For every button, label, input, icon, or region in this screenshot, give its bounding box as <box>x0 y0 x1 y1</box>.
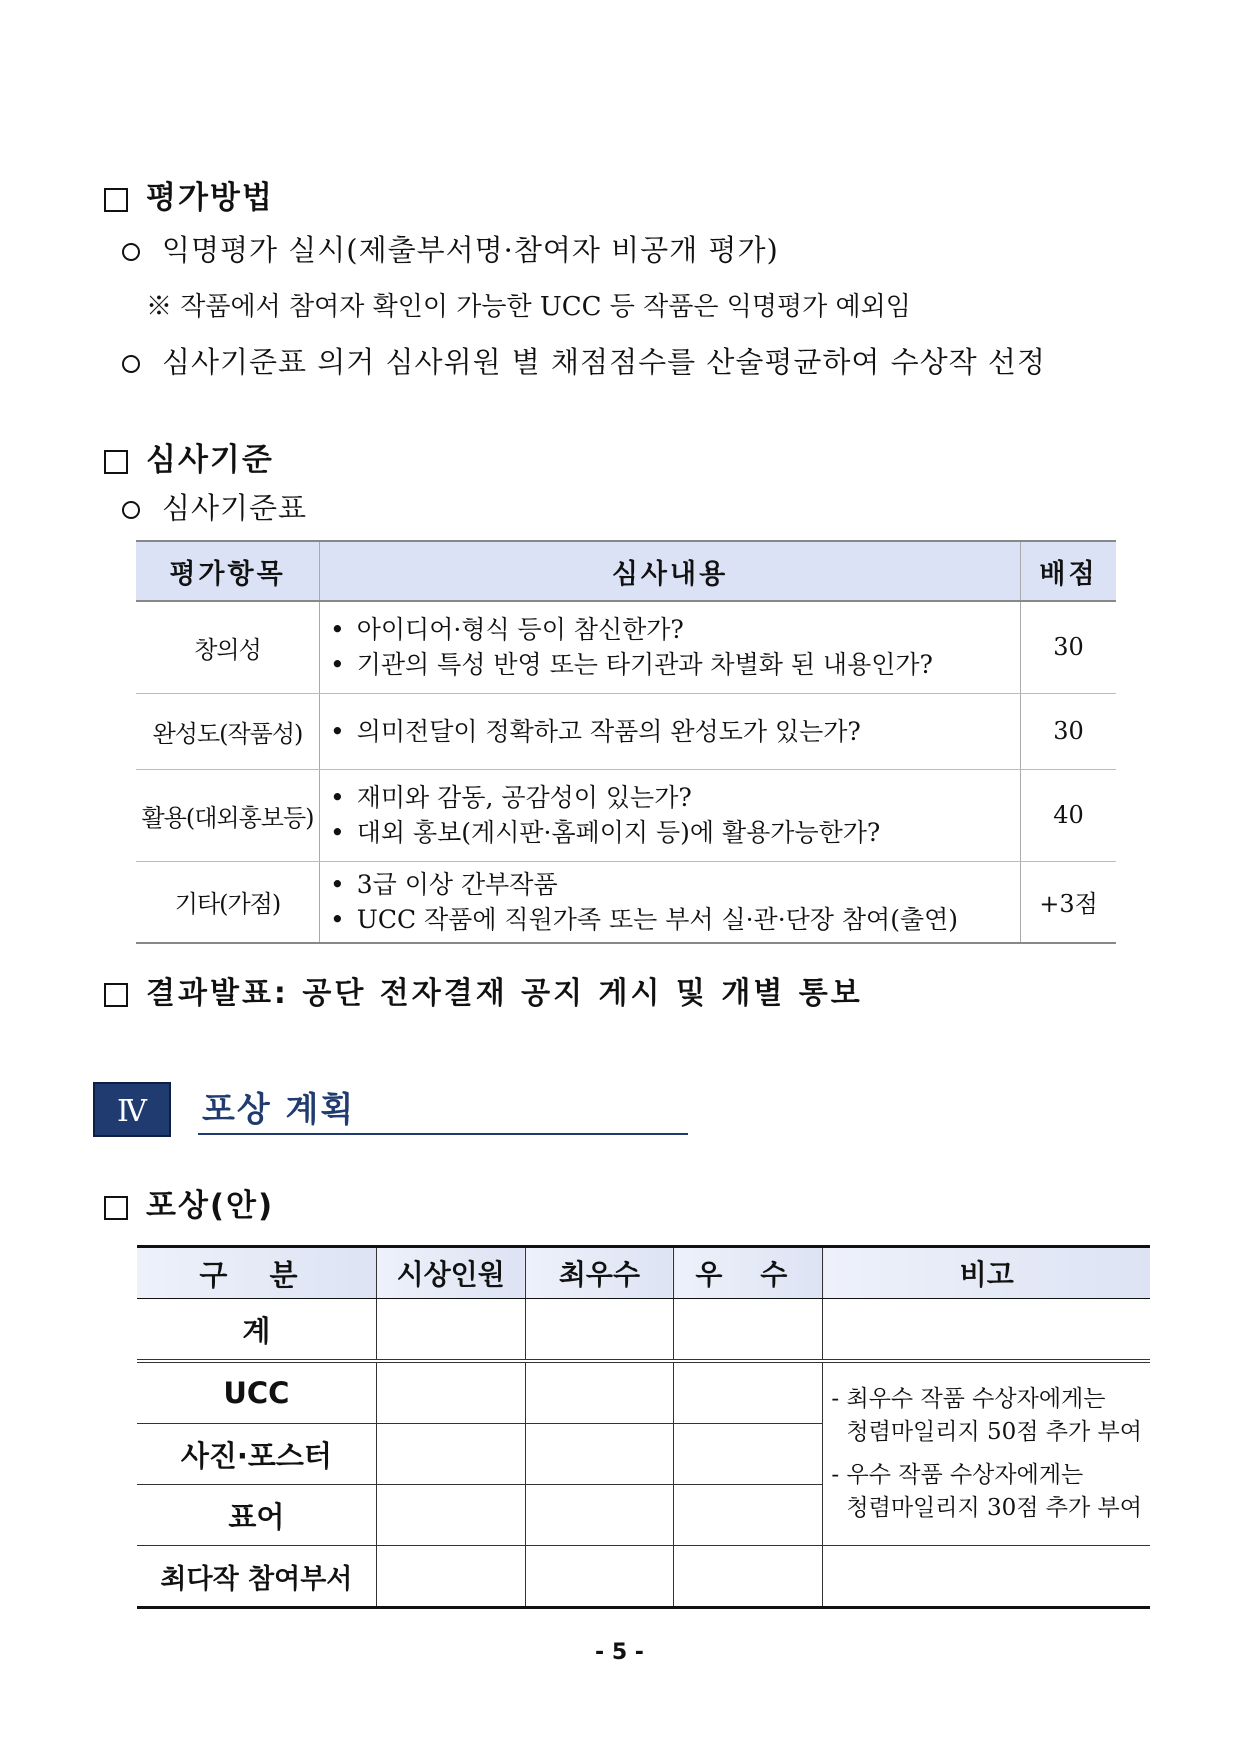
header-content: 심사내용 <box>320 541 1021 601</box>
criteria-score: +3점 <box>1021 861 1117 943</box>
award-cell <box>376 1546 525 1608</box>
criteria-sub: 심사기준표 <box>122 486 307 527</box>
section-heading-award <box>104 1180 274 1225</box>
criteria-item: 완성도(작품성) <box>136 693 320 769</box>
award-category: 최다작 참여부서 <box>137 1546 376 1608</box>
award-cell <box>674 1361 823 1424</box>
award-cell <box>674 1424 823 1485</box>
award-remarks <box>823 1361 1150 1546</box>
criteria-score: 30 <box>1021 693 1117 769</box>
award-cell <box>674 1299 823 1362</box>
checkbox-square-icon <box>104 983 128 1007</box>
section-underline <box>198 1133 688 1135</box>
remark-line: - 우수 작품 수상자에게는 <box>831 1462 1084 1488</box>
award-category: 표어 <box>137 1485 376 1546</box>
checkbox-square-icon <box>104 188 128 212</box>
list-item: • 재미와 감동, 공감성이 있는가? <box>330 780 1020 815</box>
list-item: • 기관의 특성 반영 또는 타기관과 차별화 된 내용인가? <box>330 647 1020 682</box>
criteria-contents <box>320 769 1021 861</box>
section-heading-criteria <box>104 434 274 479</box>
header-score: 배점 <box>1021 541 1117 601</box>
remark-line: 청렴마일리지 30점 추가 부여 <box>846 1495 1142 1521</box>
criteria-score: 30 <box>1021 601 1117 693</box>
award-cell <box>376 1361 525 1424</box>
header-count: 시상인원 <box>376 1247 525 1299</box>
criteria-item: 활용(대외홍보등) <box>136 769 320 861</box>
eval-method-title: 평가방법 <box>146 180 274 216</box>
remark-line: - 최우수 작품 수상자에게는 <box>831 1386 1106 1412</box>
eval-item-2: 심사기준표 의거 심사위원 별 채점점수를 산술평균하여 수상작 선정 <box>122 340 1046 381</box>
eval-note: ※ 작품에서 참여자 확인이 가능한 UCC 등 작품은 익명평가 예외임 <box>146 292 911 322</box>
circle-bullet-icon <box>122 243 140 261</box>
award-cell <box>525 1299 674 1362</box>
header-grand: 최우수 <box>525 1247 674 1299</box>
award-table <box>137 1245 1150 1609</box>
header-category: 구 분 <box>137 1247 376 1299</box>
award-cell <box>823 1299 1150 1362</box>
header-remarks: 비고 <box>823 1247 1150 1299</box>
table-row <box>136 769 1116 861</box>
award-cell <box>376 1485 525 1546</box>
award-cell <box>674 1485 823 1546</box>
circle-bullet-icon <box>122 355 140 373</box>
checkbox-square-icon <box>104 1196 128 1220</box>
award-cell <box>525 1424 674 1485</box>
criteria-item: 기타(가점) <box>136 861 320 943</box>
section-title: 포상 계획 <box>202 1090 356 1130</box>
criteria-table <box>136 540 1116 944</box>
table-row <box>136 861 1116 943</box>
criteria-contents <box>320 601 1021 693</box>
award-cell <box>674 1546 823 1608</box>
list-item: • UCC 작품에 직원가족 또는 부서 실·관·단장 참여(출연) <box>330 902 1020 937</box>
criteria-contents <box>320 861 1021 943</box>
criteria-contents <box>320 693 1021 769</box>
award-cell <box>525 1361 674 1424</box>
eval-item-1: 익명평가 실시(제출부서명·참여자 비공개 평가) <box>122 228 779 269</box>
list-item: • 3급 이상 간부작품 <box>330 867 1020 902</box>
header-item: 평가항목 <box>136 541 320 601</box>
table-row <box>137 1546 1150 1608</box>
table-row <box>136 601 1116 693</box>
header-excellent: 우 수 <box>674 1247 823 1299</box>
result-title: 결과발표: 공단 전자결재 공지 게시 및 개별 통보 <box>146 976 863 1011</box>
table-row <box>137 1299 1150 1362</box>
checkbox-square-icon <box>104 450 128 474</box>
award-cell <box>525 1546 674 1608</box>
remark-line: 청렴마일리지 50점 추가 부여 <box>846 1419 1142 1445</box>
award-cell <box>525 1485 674 1546</box>
criteria-score: 40 <box>1021 769 1117 861</box>
award-cell <box>376 1424 525 1485</box>
award-header-row <box>137 1247 1150 1299</box>
list-item: • 의미전달이 정확하고 작품의 완성도가 있는가? <box>330 714 1020 749</box>
criteria-item: 창의성 <box>136 601 320 693</box>
circle-bullet-icon <box>122 501 140 519</box>
section-heading-result <box>104 968 863 1012</box>
section-heading-eval-method <box>104 172 274 217</box>
award-category: UCC <box>137 1361 376 1424</box>
award-category: 사진·포스터 <box>137 1424 376 1485</box>
list-item: • 아이디어·형식 등이 참신한가? <box>330 612 1020 647</box>
criteria-header-row <box>136 541 1116 601</box>
award-title: 포상(안) <box>146 1188 275 1224</box>
table-row <box>136 693 1116 769</box>
list-item: • 대외 홍보(게시판·홈페이지 등)에 활용가능한가? <box>330 815 1020 850</box>
section-number-badge: Ⅳ <box>93 1082 171 1137</box>
award-cell <box>823 1546 1150 1608</box>
award-category: 계 <box>137 1299 376 1362</box>
award-cell <box>376 1299 525 1362</box>
page-number: - 5 - <box>595 1640 644 1665</box>
table-row <box>137 1361 1150 1424</box>
criteria-title: 심사기준 <box>146 442 274 478</box>
